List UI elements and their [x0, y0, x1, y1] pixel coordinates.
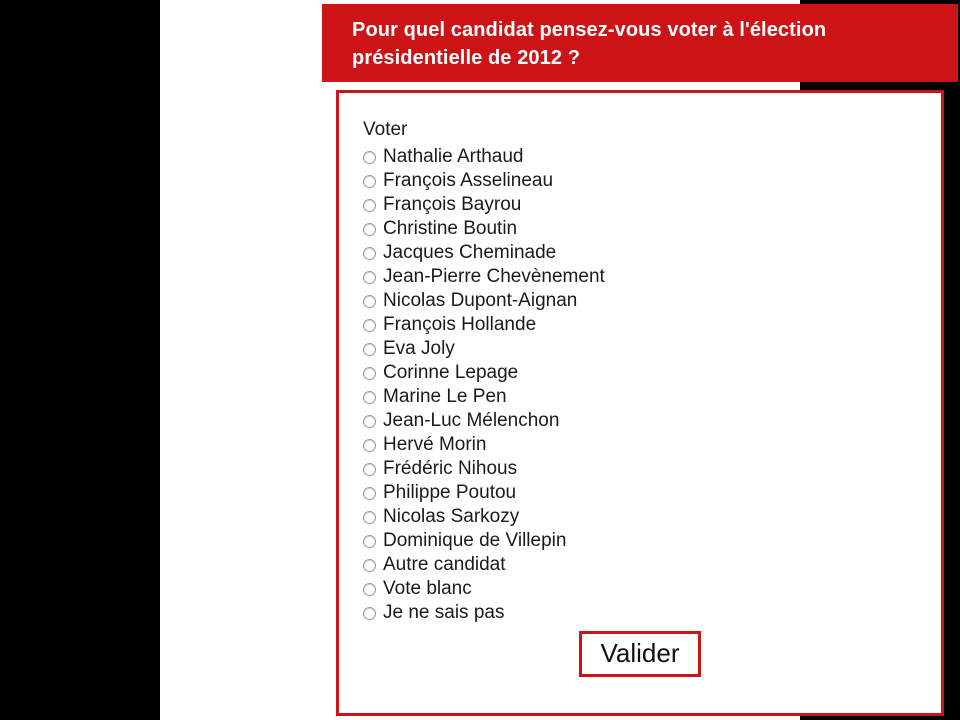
candidate-option[interactable]: [363, 265, 903, 289]
candidate-option-label: François Bayrou: [383, 194, 522, 215]
radio-button-icon[interactable]: [363, 439, 376, 452]
candidate-option[interactable]: [363, 481, 903, 505]
candidate-option[interactable]: [363, 241, 903, 265]
submit-row: [339, 631, 941, 677]
candidate-option[interactable]: [363, 385, 903, 409]
poll-form: [336, 90, 944, 716]
candidate-option-label: Hervé Morin: [383, 434, 487, 455]
candidate-option-label: Dominique de Villepin: [383, 530, 567, 551]
candidate-options-list: [363, 145, 903, 625]
radio-button-icon[interactable]: [363, 199, 376, 212]
candidate-option-label: Christine Boutin: [383, 218, 518, 239]
candidate-option[interactable]: [363, 145, 903, 169]
radio-button-icon[interactable]: [363, 295, 376, 308]
candidate-option[interactable]: [363, 529, 903, 553]
radio-button-icon[interactable]: [363, 247, 376, 260]
radio-button-icon[interactable]: [363, 223, 376, 236]
candidate-option-label: Eva Joly: [383, 338, 455, 359]
radio-button-icon[interactable]: [363, 415, 376, 428]
candidate-option-label: Nathalie Arthaud: [383, 146, 524, 167]
radio-button-icon[interactable]: [363, 151, 376, 164]
candidate-option-label: Autre candidat: [383, 554, 506, 575]
candidate-option[interactable]: [363, 577, 903, 601]
candidate-option[interactable]: [363, 433, 903, 457]
candidate-option-label: Jacques Cheminade: [383, 242, 557, 263]
radio-button-icon[interactable]: [363, 271, 376, 284]
candidate-option-label: François Hollande: [383, 314, 537, 335]
radio-button-icon[interactable]: [363, 535, 376, 548]
candidate-option-label: Marine Le Pen: [383, 386, 507, 407]
radio-button-icon[interactable]: [363, 343, 376, 356]
vote-label: Voter: [363, 119, 408, 140]
radio-button-icon[interactable]: [363, 175, 376, 188]
candidate-option[interactable]: [363, 289, 903, 313]
radio-button-icon[interactable]: [363, 319, 376, 332]
poll-panel: [160, 0, 827, 720]
candidate-option-label: Je ne sais pas: [383, 602, 505, 623]
poll-question: Pour quel candidat pensez-vous voter à l'élection présidentielle de 2012 ?: [352, 19, 827, 69]
candidate-option-label: Jean-Pierre Chevènement: [383, 266, 605, 287]
candidate-option[interactable]: [363, 601, 903, 625]
candidate-option-label: Frédéric Nihous: [383, 458, 518, 479]
radio-button-icon[interactable]: [363, 463, 376, 476]
poll-header: [322, 4, 958, 82]
candidate-option-label: François Asselineau: [383, 170, 554, 191]
radio-button-icon[interactable]: [363, 607, 376, 620]
candidate-option-label: Jean-Luc Mélenchon: [383, 410, 560, 431]
candidate-option-label: Nicolas Sarkozy: [383, 506, 520, 527]
candidate-option[interactable]: [363, 457, 903, 481]
candidate-option[interactable]: [363, 313, 903, 337]
radio-button-icon[interactable]: [363, 511, 376, 524]
validate-button[interactable]: Valider: [579, 631, 700, 677]
radio-button-icon[interactable]: [363, 583, 376, 596]
candidate-option-label: Nicolas Dupont-Aignan: [383, 290, 578, 311]
radio-button-icon[interactable]: [363, 559, 376, 572]
candidate-option-label: Vote blanc: [383, 578, 472, 599]
radio-button-icon[interactable]: [363, 487, 376, 500]
candidate-option-label: Philippe Poutou: [383, 482, 517, 503]
radio-button-icon[interactable]: [363, 391, 376, 404]
candidate-option[interactable]: [363, 193, 903, 217]
radio-button-icon[interactable]: [363, 367, 376, 380]
candidate-option[interactable]: [363, 361, 903, 385]
candidate-option[interactable]: [363, 337, 903, 361]
candidate-option[interactable]: [363, 553, 903, 577]
candidate-option-label: Corinne Lepage: [383, 362, 519, 383]
candidate-option[interactable]: [363, 409, 903, 433]
candidate-option[interactable]: [363, 217, 903, 241]
candidate-option[interactable]: [363, 169, 903, 193]
candidate-option[interactable]: [363, 505, 903, 529]
